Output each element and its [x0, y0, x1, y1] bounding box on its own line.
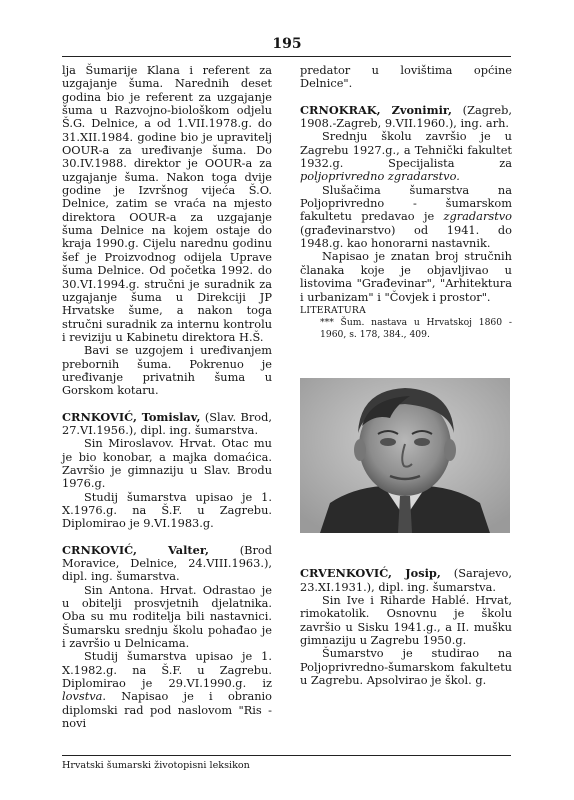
entry-paragraph [62, 650, 272, 730]
italic-term: zgradarstvo [443, 209, 512, 224]
entry-josip [300, 567, 512, 687]
entry-heading: CRNKOVIĆ, Valter, [62, 542, 209, 557]
text-run: (građevinarstvo) od 1941. do 1948.g. kao honorarni nastavnik. [300, 222, 512, 251]
entry-paragraph: Sin Ive i Riharde Hablé. Hrvat, rimokatolik. Osnovnu je školu završio u Sisku 1941.g., a II. mušku gimnaziju u Zagrebu 1950.g. [300, 592, 512, 647]
left-column [62, 64, 272, 731]
footer-title: Hrvatski šumarski životopisni leksikon [62, 760, 250, 771]
entry-details: (Slav. Brod, 27.VI.1956.), dipl. ing. šumarstva. [62, 409, 272, 437]
entry-paragraph: Sin Antona. Hrvat. Odrastao je u obitelji prosvjetnih djelatnika. Oba su mu roditelja bili nastavnici. Šumarsku srednju školu pohađao je i završio u Delnicama. [62, 582, 272, 651]
text-run: Slušačima šumarstva na Poljoprivredno - šumarskom fakultetu predavao je [300, 182, 512, 224]
entry-zvonimir [300, 104, 512, 342]
entry-paragraph [300, 184, 512, 251]
entry-details: (Brod Moravice, Delnice, 24.VIII.1963.), dipl. ing. šumarstva. [62, 542, 272, 584]
italic-term: lovstva [62, 689, 103, 704]
text-run: . Napisao je i obranio diplomski rad pod naslovom "Ris - novi [62, 689, 272, 731]
page-number: 195 [272, 36, 302, 52]
literature-label: LITERATURA [300, 304, 367, 316]
entry-details: (Sarajevo, 23.XI.1931.), dipl. ing. šumarstva. [300, 566, 512, 594]
entry-tomislav [62, 411, 272, 531]
entry-heading: CRNOKRAK, Zvonimir, [300, 102, 452, 117]
text-run: Studij šumarstva upisao je 1. X.1982.g. na Š.F. u Zagrebu. Diplomirao je 29.VI.1990.g. iz [62, 649, 272, 691]
header-rule [62, 56, 511, 57]
entry-paragraph: Napisao je znatan broj stručnih članaka koje je objavljivao u listovima "Građevinar", "Arhitektura i urbanizam" i "Čovjek i prostor". [300, 249, 512, 304]
italic-term: poljoprivredno zgradarstvo. [300, 169, 460, 184]
entry-details: (Zagreb, 1908.-Zagreb, 9.VII.1960.), ing. arh. [300, 102, 512, 131]
entry-paragraph [300, 130, 512, 183]
entry-continuation: predator u lovištima općine Delnice". [300, 63, 512, 91]
entry-continuation: lja Šumarije Klana i referent za uzgajanje šuma. Narednih deset godina bio je referent za uzgajanje šuma u Razvojno-biološkom odjelu Š.G. Delnice, a od 1.VII.1978.g. do 31.XII.1984. godine bio je upravitelj OOUR-a za uređivanje šuma. Do 30.IV.1988. direktor je OOUR-a za uzgajanje šuma. Nakon toga dvije godine je Izvršnog vijeća Š.O. Delnice, zatim se vraća na mjesto direktora OOUR-a za uzgajanje šuma Delnice na kojem ostaje do kraja 1990.g. Cijelu narednu godinu šef je Proizvodnog odijela Uprave šuma Delnice. Od početka 1992. do 30.VI.1994.g. stručni je suradnik za uzgajanje šuma u Direkciji JP Hrvatske šume, a nakon toga stručni suradnik za internu kontrolu i reviziju u Kabinetu direktora H.Š. [62, 63, 272, 344]
entry-heading: CRVENKOVIĆ, Josip, [300, 566, 441, 581]
footer-rule [62, 755, 511, 756]
text-run: Srednju školu završio je u Zagrebu 1927.g., a Tehnički fakultet 1932.g. Specijalista za [300, 129, 512, 171]
entry-paragraph: Šumarstvo je studirao na Poljoprivredno-šumarskom fakultetu u Zagrebu. Apsolvirao je škol. g. [300, 646, 512, 687]
entry-valter [62, 544, 272, 731]
literature-reference: *** Šum. nastava u Hrvatskoj 1860 - 1960, s. 178, 384., 409. [320, 317, 512, 341]
entry-paragraph: Studij šumarstva upisao je 1. X.1976.g. na Š.F. u Zagrebu. Diplomirao je 9.VI.1983.g. [62, 489, 272, 531]
right-column [300, 64, 512, 687]
entry-paragraph: Sin Miroslavov. Hrvat. Otac mu je bio konobar, a majka domaćica. Završio je gimnaziju u Slav. Brodu 1976.g. [62, 436, 272, 491]
entry-continuation-paragraph: Bavi se uzgojem i uređivanjem prebornih šuma. Pokrenuo je uređivanje privatnih šuma u Gorskom kotaru. [62, 343, 272, 398]
entry-heading: CRNKOVIĆ, Tomislav, [62, 409, 201, 424]
portrait-photo [300, 378, 510, 533]
